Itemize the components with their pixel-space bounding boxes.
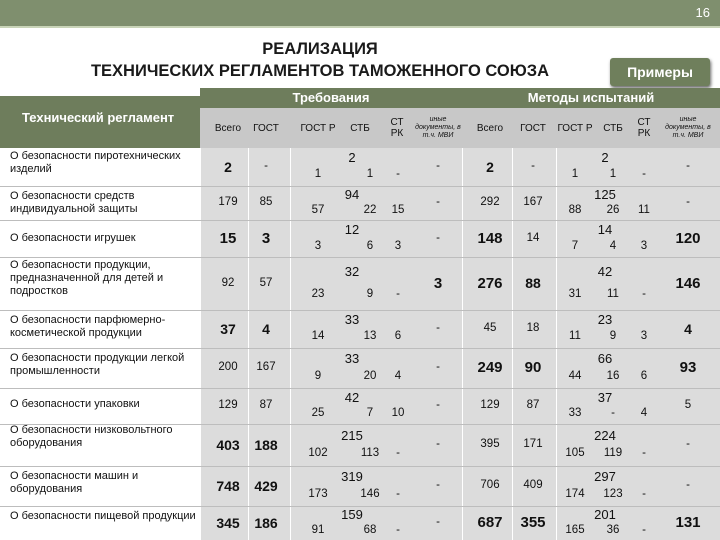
subheader-met-st_rk: СТ РК xyxy=(637,117,651,139)
cell-met-other: - xyxy=(686,479,690,492)
cell-met-total: 2 xyxy=(486,158,494,175)
cell-met-other: - xyxy=(686,438,690,451)
cell-req-group: 42 xyxy=(344,389,360,405)
cell-req-group: 215 xyxy=(341,427,363,443)
cell-req-gost: 57 xyxy=(259,276,273,289)
cell-req-stb: 1 xyxy=(366,168,374,181)
cell-met-stb: 16 xyxy=(606,369,620,382)
cell-met-stb: 26 xyxy=(606,203,620,216)
cell-req-total: 15 xyxy=(219,229,237,247)
cell-req-total: 200 xyxy=(218,361,238,374)
cell-req-total: 345 xyxy=(216,514,240,531)
cell-met-total: 148 xyxy=(477,229,503,247)
cell-met-stb: 4 xyxy=(609,239,617,252)
cell-req-total: 37 xyxy=(220,320,236,337)
column-separator xyxy=(290,148,291,540)
cell-req-gost: 4 xyxy=(262,320,270,337)
cell-req-total: 748 xyxy=(216,477,240,494)
subheader-met-stb: СТБ xyxy=(603,122,623,134)
cell-req-stb: 9 xyxy=(366,288,374,301)
table-row-name: О безопасности средств индивидуальной защиты xyxy=(10,190,138,215)
cell-req-st_rk: 10 xyxy=(391,407,405,420)
cell-req-st_rk: - xyxy=(396,487,400,500)
cell-req-st_rk: - xyxy=(396,288,400,301)
cell-req-other: - xyxy=(436,516,440,529)
cell-met-stb: 11 xyxy=(607,288,619,301)
cell-met-group: 37 xyxy=(597,389,613,405)
cell-req-gost: 188 xyxy=(254,436,278,453)
cell-req-group: 319 xyxy=(341,469,363,484)
cell-met-group: 201 xyxy=(594,507,616,523)
cell-req-gost: 186 xyxy=(254,514,278,531)
cell-met-stb: 1 xyxy=(609,168,617,181)
cell-met-stb: 9 xyxy=(609,330,617,343)
header-test-methods: Методы испытаний xyxy=(462,88,720,108)
examples-button[interactable]: Примеры xyxy=(610,58,710,86)
cell-req-st_rk: 3 xyxy=(394,239,402,252)
top-bar xyxy=(0,0,720,26)
cell-req-stb: 68 xyxy=(363,523,377,536)
cell-req-gost_r: 1 xyxy=(314,168,322,181)
row-divider xyxy=(0,257,720,258)
cell-met-st_rk: 3 xyxy=(640,239,648,252)
cell-met-gost_r: 105 xyxy=(565,447,585,460)
cell-met-total: 45 xyxy=(483,322,497,335)
subheader-req-gost: ГОСТ xyxy=(253,122,279,134)
cell-met-gost_r: 1 xyxy=(571,168,579,181)
header-tech-reg xyxy=(0,96,200,148)
cell-met-other: - xyxy=(686,160,690,173)
subheader-met-gost: ГОСТ xyxy=(520,122,546,134)
column-separator xyxy=(200,148,201,540)
cell-req-gost: - xyxy=(264,160,268,173)
cell-req-total: 129 xyxy=(218,399,238,412)
column-separator xyxy=(462,148,463,540)
table-row-name: О безопасности упаковки xyxy=(10,398,140,410)
cell-met-group: 66 xyxy=(597,351,613,366)
cell-req-other: - xyxy=(436,361,440,374)
cell-met-gost_r: 11 xyxy=(569,330,581,343)
cell-met-gost: 409 xyxy=(523,479,543,492)
cell-req-gost_r: 23 xyxy=(311,288,325,301)
cell-req-stb: 13 xyxy=(363,330,377,343)
table-row-name: О безопасности парфюмерно-косметической продукции xyxy=(10,314,166,339)
cell-met-stb: - xyxy=(611,407,615,420)
cell-req-total: 92 xyxy=(221,276,235,289)
cell-req-stb: 7 xyxy=(366,407,374,420)
cell-met-total: 292 xyxy=(480,196,500,209)
cell-req-group: 33 xyxy=(344,351,360,366)
cell-req-gost: 87 xyxy=(259,399,273,412)
cell-req-gost: 3 xyxy=(261,229,271,247)
cell-req-gost_r: 9 xyxy=(314,369,322,382)
cell-met-gost: 167 xyxy=(523,196,543,209)
cell-met-total: 129 xyxy=(480,399,500,412)
cell-req-group: 2 xyxy=(348,150,356,166)
cell-req-group: 159 xyxy=(341,507,363,523)
cell-met-gost_r: 44 xyxy=(568,369,582,382)
cell-req-st_rk: 15 xyxy=(391,203,405,216)
cell-met-st_rk: - xyxy=(642,447,646,460)
header-requirements: Требования xyxy=(200,88,462,108)
subheader-req-gost_r: ГОСТ Р xyxy=(300,122,336,134)
page-title xyxy=(0,38,640,82)
cell-met-group: 224 xyxy=(594,427,616,443)
accent-line xyxy=(0,26,720,28)
cell-req-group: 32 xyxy=(344,263,360,279)
cell-req-gost_r: 14 xyxy=(311,330,325,343)
cell-req-gost_r: 25 xyxy=(311,407,325,420)
cell-met-stb: 36 xyxy=(606,523,620,536)
subheader-req-other: иные документы, в т.ч. МВИ xyxy=(415,116,461,139)
cell-met-total: 276 xyxy=(477,274,503,292)
cell-met-total: 706 xyxy=(480,479,500,492)
cell-req-group: 12 xyxy=(344,222,360,238)
table-row-name: О безопасности машин и оборудования xyxy=(10,470,139,495)
cell-req-total: 403 xyxy=(216,436,240,453)
title-line-1: РЕАЛИЗАЦИЯ xyxy=(262,40,378,58)
header-tech-reg-label: Технический регламент xyxy=(22,110,175,125)
subheader-met-other: иные документы, в т.ч. МВИ xyxy=(665,116,711,139)
cell-req-gost: 429 xyxy=(254,477,278,494)
cell-met-total: 249 xyxy=(477,359,503,376)
cell-met-st_rk: 11 xyxy=(638,203,650,216)
row-divider xyxy=(0,310,720,311)
cell-req-gost: 167 xyxy=(256,361,276,374)
cell-met-other: 146 xyxy=(675,274,701,292)
cell-met-group: 23 xyxy=(597,312,613,328)
cell-req-stb: 146 xyxy=(360,487,380,500)
cell-met-gost: 355 xyxy=(520,514,546,531)
subheader-req-total: Всего xyxy=(214,122,242,134)
subheader-req-st_rk: СТ РК xyxy=(390,117,404,139)
cell-met-stb: 123 xyxy=(603,487,623,500)
cell-met-gost: 14 xyxy=(526,231,540,244)
cell-met-st_rk: - xyxy=(642,288,646,301)
cell-req-gost_r: 173 xyxy=(308,487,328,500)
cell-met-other: - xyxy=(686,196,690,209)
cell-req-group: 94 xyxy=(344,187,360,203)
cell-req-st_rk: - xyxy=(396,447,400,460)
cell-req-group: 33 xyxy=(344,312,360,328)
cell-met-st_rk: - xyxy=(642,168,646,181)
cell-req-gost_r: 91 xyxy=(311,523,325,536)
cell-req-st_rk: - xyxy=(396,523,400,536)
cell-req-st_rk: 6 xyxy=(394,330,402,343)
cell-req-st_rk: - xyxy=(396,168,400,181)
cell-met-gost: - xyxy=(531,160,535,173)
cell-req-total: 179 xyxy=(218,196,238,209)
subheader-met-gost_r: ГОСТ Р xyxy=(557,122,593,134)
subheader-req-stb: СТБ xyxy=(350,122,370,134)
table-row-name: О безопасности пищевой продукции xyxy=(10,510,196,522)
cell-met-other: 5 xyxy=(684,399,692,412)
cell-req-other: - xyxy=(436,322,440,335)
cell-met-gost: 171 xyxy=(523,438,543,451)
cell-met-total: 687 xyxy=(477,514,503,531)
cell-req-st_rk: 4 xyxy=(394,369,402,382)
cell-met-gost: 88 xyxy=(525,275,541,292)
cell-req-other: - xyxy=(436,196,440,209)
cell-req-gost: 85 xyxy=(259,196,273,209)
cell-req-other: - xyxy=(436,438,440,451)
cell-met-gost_r: 33 xyxy=(568,407,582,420)
cell-req-stb: 20 xyxy=(363,369,377,382)
table-row-name: О безопасности пиротехнических изделий xyxy=(10,150,181,175)
table-row-name: О безопасности продукции легкой промышленности xyxy=(10,352,185,377)
cell-met-st_rk: - xyxy=(642,523,646,536)
table-row-name: О безопасности продукции, предназначенной для детей и подростков xyxy=(10,259,164,297)
cell-met-st_rk: 6 xyxy=(640,369,648,382)
cell-req-other: - xyxy=(436,160,440,173)
cell-met-group: 42 xyxy=(597,263,613,279)
cell-met-other: 120 xyxy=(675,229,701,247)
cell-met-group: 2 xyxy=(601,150,609,166)
cell-met-other: 131 xyxy=(675,514,701,531)
subheader-met-total: Всего xyxy=(476,122,504,134)
cell-req-gost_r: 3 xyxy=(314,239,322,252)
cell-req-stb: 113 xyxy=(360,447,380,460)
title-line-2: ТЕХНИЧЕСКИХ РЕГЛАМЕНТОВ ТАМОЖЕННОГО СОЮЗА xyxy=(90,62,550,80)
cell-met-other: 93 xyxy=(679,359,697,376)
cell-req-stb: 6 xyxy=(366,239,374,252)
cell-met-total: 395 xyxy=(480,438,500,451)
cell-met-group: 125 xyxy=(594,187,616,203)
cell-req-other: 3 xyxy=(433,274,443,292)
table-row-name: О безопасности игрушек xyxy=(10,232,136,244)
cell-req-other: - xyxy=(436,479,440,492)
cell-met-gost_r: 31 xyxy=(568,288,582,301)
cell-met-gost: 18 xyxy=(526,322,540,335)
cell-met-st_rk: - xyxy=(642,487,646,500)
cell-met-gost_r: 174 xyxy=(565,487,585,500)
cell-req-gost_r: 57 xyxy=(311,203,325,216)
cell-met-gost_r: 165 xyxy=(565,523,585,536)
row-divider xyxy=(0,220,720,221)
cell-req-stb: 22 xyxy=(363,203,377,216)
cell-met-st_rk: 3 xyxy=(640,330,648,343)
row-divider xyxy=(0,388,720,389)
row-divider xyxy=(0,466,720,467)
cell-met-gost_r: 7 xyxy=(571,239,579,252)
cell-req-other: - xyxy=(436,399,440,412)
cell-met-st_rk: 4 xyxy=(640,407,648,420)
cell-met-other: 4 xyxy=(684,320,692,337)
cell-met-gost: 90 xyxy=(524,359,542,376)
cell-met-group: 14 xyxy=(597,222,613,238)
cell-met-gost: 87 xyxy=(526,399,540,412)
cell-req-other: - xyxy=(436,231,440,244)
cell-met-group: 297 xyxy=(594,469,616,484)
row-divider xyxy=(0,348,720,349)
cell-met-stb: 119 xyxy=(603,447,623,460)
table-row-name: О безопасности низковольтного оборудования xyxy=(10,424,173,449)
cell-met-gost_r: 88 xyxy=(568,203,582,216)
cell-req-gost_r: 102 xyxy=(308,447,328,460)
page-number: 16 xyxy=(695,5,710,20)
cell-req-total: 2 xyxy=(224,158,232,175)
